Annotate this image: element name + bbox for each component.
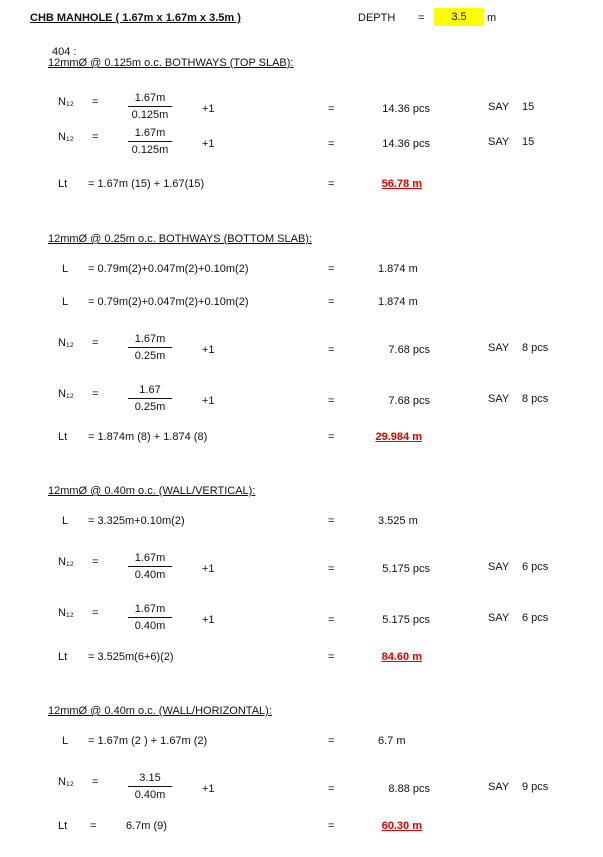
depth-equals: = xyxy=(418,12,425,24)
row-equals-2: = xyxy=(328,820,335,832)
say-label: SAY xyxy=(488,612,510,624)
row-equals: = xyxy=(92,131,99,143)
row-equals-2: = xyxy=(328,515,335,527)
fraction-numerator: 1.67m xyxy=(128,603,172,618)
row-equals-2: = xyxy=(328,783,335,795)
row-equals-2: = xyxy=(328,614,335,626)
row-equals-2: = xyxy=(328,651,335,663)
fraction-denominator: 0.40m xyxy=(134,620,166,632)
row-equals-2: = xyxy=(328,296,335,308)
row-label: N₁₂ xyxy=(58,131,74,143)
say-value: 8 pcs xyxy=(522,342,549,354)
row-label: N₁₂ xyxy=(58,337,74,349)
fraction-denominator: 0.125m xyxy=(131,109,169,121)
say-value: 6 pcs xyxy=(522,612,549,624)
row-label: Lt xyxy=(58,178,68,190)
fraction-numerator: 1.67m xyxy=(128,127,172,142)
say-label: SAY xyxy=(488,101,510,113)
total-length xyxy=(370,820,422,833)
total-unit: m xyxy=(412,431,422,443)
row-equals-2: = xyxy=(328,103,335,115)
fraction xyxy=(128,384,172,414)
total-value: 60.30 xyxy=(381,820,410,832)
row-result: 3.525 m xyxy=(378,515,418,527)
depth-label: DEPTH xyxy=(358,12,396,24)
row-expression: = 3.325m+0.10m(2) xyxy=(88,515,185,527)
row-result: 7.68 pcs xyxy=(388,344,430,356)
total-unit: m xyxy=(412,651,422,663)
row-result: 5.175 pcs xyxy=(382,614,430,626)
row-expression: = 1.67m (15) + 1.67(15) xyxy=(88,178,205,190)
section-heading: 12mmØ @ 0.40m o.c. (WALL/HORIZONTAL): xyxy=(48,705,272,717)
total-value: 56.78 xyxy=(381,178,410,190)
row-label: N₁₂ xyxy=(58,607,74,619)
row-expression: = 0.79m(2)+0.047m(2)+0.10m(2) xyxy=(88,296,249,308)
plus-one: +1 xyxy=(202,783,215,795)
say-value: 15 xyxy=(522,101,535,113)
row-result: 1.874 m xyxy=(378,296,418,308)
row-label: Lt xyxy=(58,651,68,663)
fraction-denominator: 0.25m xyxy=(134,350,166,362)
depth-value[interactable]: 3.5 xyxy=(434,8,484,26)
row-equals: = xyxy=(92,607,99,619)
row-equals-2: = xyxy=(328,263,335,275)
section-heading: 12mmØ @ 0.125m o.c. BOTHWAYS (TOP SLAB): xyxy=(48,57,294,69)
row-label: L xyxy=(62,515,69,527)
row-expression: = 0.79m(2)+0.047m(2)+0.10m(2) xyxy=(88,263,249,275)
total-unit: m xyxy=(412,820,422,832)
fraction-denominator: 0.25m xyxy=(134,401,166,413)
plus-one: +1 xyxy=(202,344,215,356)
row-expression: = 3.525m(6+6)(2) xyxy=(88,651,174,663)
row-result: 6.7 m xyxy=(378,735,406,747)
row-equals-2: = xyxy=(328,178,335,190)
plus-one: +1 xyxy=(202,563,215,575)
row-result: 14.36 pcs xyxy=(382,103,430,115)
row-result: 1.874 m xyxy=(378,263,418,275)
row-equals: = xyxy=(92,388,99,400)
row-label: L xyxy=(62,735,69,747)
fraction xyxy=(128,552,172,582)
fraction-numerator: 3.15 xyxy=(128,772,172,787)
fraction xyxy=(128,127,172,157)
row-equals: = xyxy=(92,96,99,108)
plus-one: +1 xyxy=(202,614,215,626)
plus-one: +1 xyxy=(202,103,215,115)
section-heading: 12mmØ @ 0.25m o.c. BOTHWAYS (BOTTOM SLAB): xyxy=(48,233,313,245)
row-equals: = xyxy=(92,337,99,349)
row-label: Lt xyxy=(58,431,68,443)
row-expression: = 1.874m (8) + 1.874 (8) xyxy=(88,431,208,443)
row-label: Lt xyxy=(58,820,68,832)
row-equals-2: = xyxy=(328,735,335,747)
plus-one: +1 xyxy=(202,138,215,150)
fraction-denominator: 0.125m xyxy=(131,144,169,156)
fraction xyxy=(128,772,172,802)
row-equals-2: = xyxy=(328,344,335,356)
row-equals: = xyxy=(92,776,99,788)
row-label: L xyxy=(62,296,69,308)
say-label: SAY xyxy=(488,393,510,405)
say-label: SAY xyxy=(488,342,510,354)
row-result: 14.36 pcs xyxy=(382,138,430,150)
row-label: N₁₂ xyxy=(58,556,74,568)
row-expression: = 1.67m (2 ) + 1.67m (2) xyxy=(88,735,208,747)
fraction-denominator: 0.40m xyxy=(134,569,166,581)
row-label: N₁₂ xyxy=(58,776,74,788)
say-value: 8 pcs xyxy=(522,393,549,405)
say-value: 6 pcs xyxy=(522,561,549,573)
total-value: 29.984 xyxy=(375,431,410,443)
total-unit: m xyxy=(412,178,422,190)
fraction-numerator: 1.67m xyxy=(128,552,172,567)
fraction-numerator: 1.67 xyxy=(128,384,172,399)
say-label: SAY xyxy=(488,136,510,148)
row-equals: = xyxy=(90,820,97,832)
fraction xyxy=(128,333,172,363)
fraction-denominator: 0.40m xyxy=(134,789,166,801)
row-equals-2: = xyxy=(328,563,335,575)
row-equals-2: = xyxy=(328,431,335,443)
document-title: CHB MANHOLE ( 1.67m x 1.67m x 3.5m ) xyxy=(30,12,241,24)
total-length xyxy=(370,178,422,191)
depth-unit: m xyxy=(487,12,497,24)
row-label: N₁₂ xyxy=(58,388,74,400)
total-length xyxy=(370,431,422,444)
say-label: SAY xyxy=(488,561,510,573)
fraction xyxy=(128,92,172,122)
fraction-numerator: 1.67m xyxy=(128,333,172,348)
fraction-numerator: 1.67m xyxy=(128,92,172,107)
row-equals-2: = xyxy=(328,138,335,150)
row-result: 7.68 pcs xyxy=(388,395,430,407)
row-equals: = xyxy=(92,556,99,568)
total-value: 84.60 xyxy=(381,651,410,663)
row-label: N₁₂ xyxy=(58,96,74,108)
row-label: L xyxy=(62,263,69,275)
plus-one: +1 xyxy=(202,395,215,407)
section-heading: 12mmØ @ 0.40m o.c. (WALL/VERTICAL): xyxy=(48,485,256,497)
fraction xyxy=(128,603,172,633)
row-expression: 6.7m (9) xyxy=(126,820,167,832)
say-value: 9 pcs xyxy=(522,781,549,793)
item-code-text: 404 : xyxy=(52,46,77,58)
row-result: 8.88 pcs xyxy=(388,783,430,795)
row-equals-2: = xyxy=(328,395,335,407)
say-label: SAY xyxy=(488,781,510,793)
total-length xyxy=(370,651,422,664)
row-result: 5.175 pcs xyxy=(382,563,430,575)
say-value: 15 xyxy=(522,136,535,148)
